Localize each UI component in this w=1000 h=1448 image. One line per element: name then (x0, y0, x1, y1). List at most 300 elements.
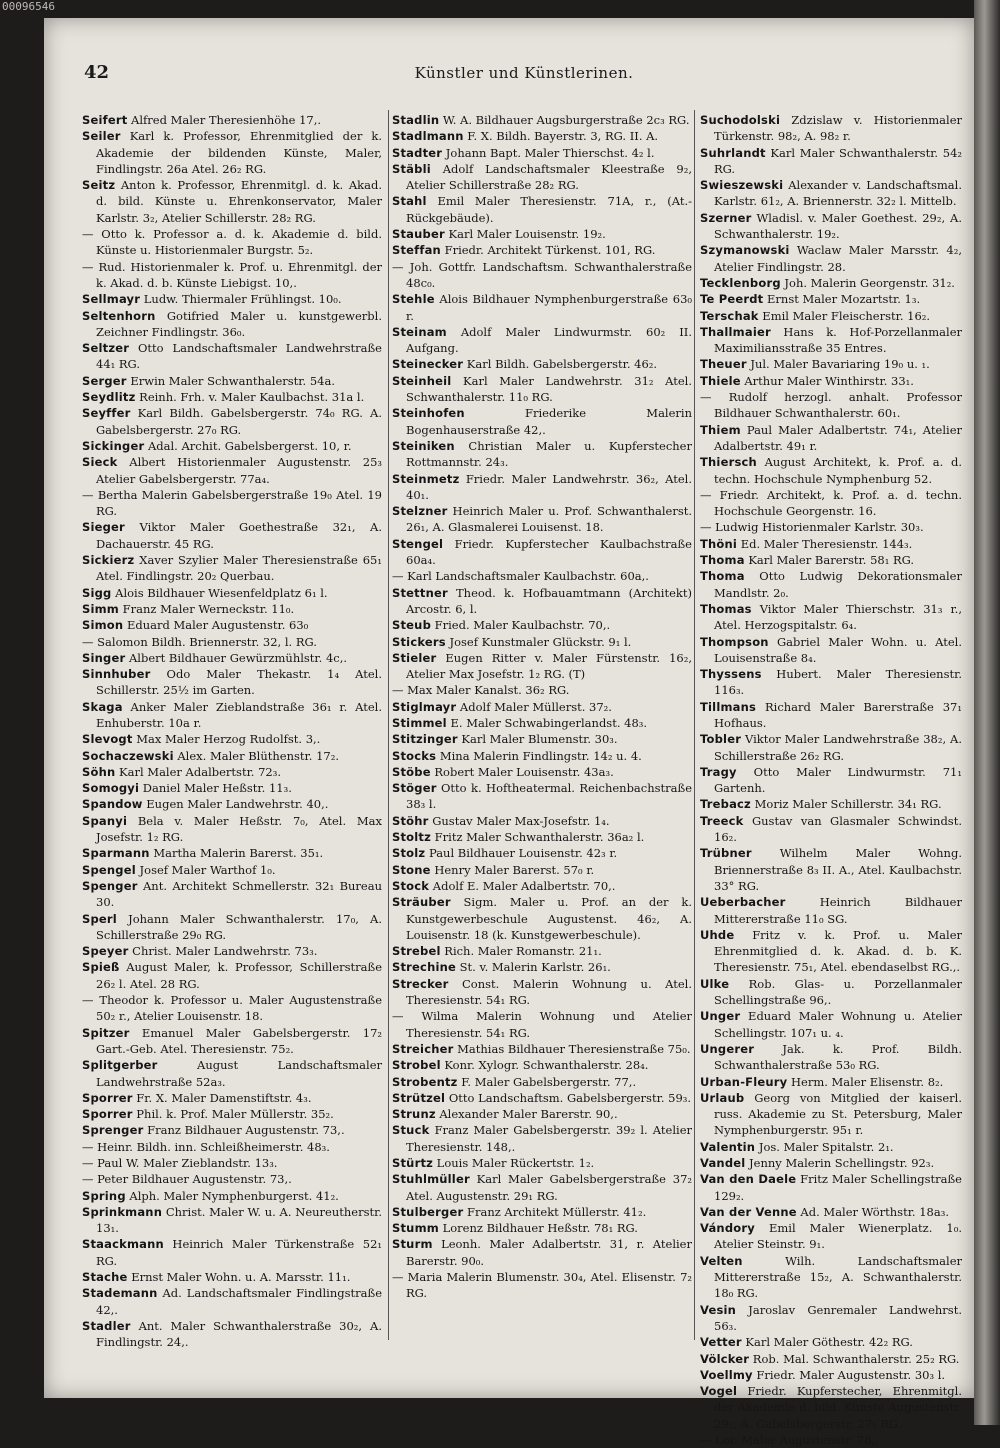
directory-entry (82, 259, 382, 292)
entry-surname: Slevogt (82, 732, 133, 747)
entry-details: — Rudolf herzogl. anhalt. Professor Bildhauer Schwanthalerstr. 60₁. (700, 390, 962, 421)
entry-surname: Stadler (82, 1318, 131, 1333)
entry-details: Jul. Maler Bavariaring 19₀ u. ₁. (746, 357, 930, 372)
directory-entry (82, 650, 382, 666)
entry-details: Moriz Maler Schillerstr. 34₁ RG. (750, 797, 942, 812)
scan-id-label: 00096546 (2, 0, 55, 13)
entry-details: Christian Maler u. Kupferstecher Rottmannstr. 24₃. (406, 438, 692, 470)
entry-details: Alois Bildhauer Nymphenburgerstraße 63₀ r. (406, 292, 692, 323)
page-number: 42 (84, 62, 110, 83)
entry-details: Xaver Szylier Maler Theresienstraße 65₁ Atel. Findlingstr. 20₂ Querbau. (96, 553, 382, 584)
entry-details: Max Maler Herzog Rudolfst. 3,. (132, 732, 321, 747)
entry-details: Karl Maler Blumenstr. 30₃. (457, 732, 618, 747)
entry-details: F. X. Bildh. Bayerstr. 3, RG. II. A. (463, 129, 659, 144)
entry-surname: Swieszewski (700, 178, 784, 193)
directory-entry (700, 1074, 962, 1090)
entry-surname: Streicher (392, 1041, 454, 1056)
entry-surname: Trebacz (700, 797, 751, 812)
entry-details: Eduard Maler Wohnung u. Atelier Schellingstr. 107₁ u. ₄. (714, 1009, 962, 1040)
entry-surname: Unger (700, 1009, 741, 1024)
entry-surname: Seifert (82, 113, 128, 127)
entry-details: Sigm. Maler u. Prof. an der k. Kunstgewerbeschule Augustenst. 46₂, A. Louisenstr. 18 (k. Kunstgewerbeschule). (406, 895, 692, 942)
entry-details: Const. Malerin Wohnung u. Atel. Theresienstr. 54₁ RG. (406, 976, 692, 1008)
entry-details: Franz Bildhauer Augustenstr. 73,. (143, 1123, 345, 1138)
directory-entry (82, 1269, 382, 1285)
entry-details: Mathias Bildhauer Theresienstraße 75₀. (453, 1041, 691, 1056)
entry-details: Rich. Maler Romanstr. 21₁. (440, 944, 602, 959)
entry-surname: Stulberger (392, 1204, 464, 1219)
entry-details: Rob. Mal. Schwanthalerstr. 25₂ RG. (749, 1351, 960, 1366)
entry-details: Ernst Maler Mozartstr. 1₃. (763, 292, 921, 307)
column-divider (388, 110, 389, 1340)
entry-details: Alph. Maler Nymphenburgerst. 41₂. (125, 1188, 339, 1203)
directory-entry (82, 340, 382, 373)
directory-entry (392, 1220, 692, 1236)
directory-entry (700, 1155, 962, 1171)
directory-column-2 (392, 112, 692, 1302)
entry-surname: Sellmayr (82, 292, 141, 307)
entry-surname: Vesin (700, 1302, 737, 1317)
entry-surname: Sporrer (82, 1090, 133, 1105)
entry-details: — Peter Bildhauer Augustenstr. 73,. (82, 1172, 292, 1187)
directory-entry (700, 487, 962, 520)
entry-details: Heinrich Maler u. Prof. Schwanthalerst. 26₁, A. Glasmalerei Louisenst. 18. (406, 504, 692, 535)
directory-entry (392, 943, 692, 959)
directory-entry (82, 1139, 382, 1155)
directory-entry (82, 617, 382, 633)
directory-entry (82, 748, 382, 764)
entry-surname: Uhde (700, 927, 735, 942)
entry-details: Rob. Glas- u. Porzellanmaler Schellingstraße 96,. (714, 976, 962, 1008)
directory-entry (700, 1334, 962, 1350)
entry-details: Friederike Malerin Bogenhauserstraße 42,. (406, 406, 692, 437)
entry-details: Karl Maler Adalbertstr. 72₃. (115, 764, 282, 779)
entry-surname: Thöni (700, 536, 738, 551)
entry-details: Karl Maler Landwehrstr. 31₂ Atel. Schwanthalerstr. 11₀ RG. (406, 373, 692, 405)
entry-surname: Söhn (82, 764, 116, 779)
entry-surname: Spring (82, 1188, 126, 1203)
entry-details: Bela v. Maler Heßstr. 7₀, Atel. Max Josefstr. 1₂ RG. (96, 813, 382, 845)
entry-details: W. A. Bildhauer Augsburgerstraße 2c₃ RG. (439, 113, 690, 127)
entry-details: Martha Malerin Barerst. 35₁. (149, 846, 324, 861)
directory-entry (82, 291, 382, 307)
entry-details: Josef Kunstmaler Glückstr. 9₁ l. (445, 634, 632, 649)
entry-surname: Te Peerdt (700, 292, 764, 307)
entry-surname: Stöger (392, 781, 437, 796)
directory-entry (82, 308, 382, 341)
entry-surname: Skaga (82, 699, 123, 714)
directory-entry (700, 552, 962, 568)
entry-details: Emil Maler Theresienstr. 71A, r., (At.-Rückgebäude). (406, 194, 692, 225)
directory-entry (82, 405, 382, 438)
directory-entry (82, 487, 382, 520)
entry-details: Franz Maler Werneckstr. 11₀. (119, 601, 295, 616)
entry-details: Adolf Maler Müllerst. 37₂. (456, 699, 612, 714)
directory-entry (82, 845, 382, 861)
directory-entry (700, 422, 962, 455)
directory-entry (700, 1253, 962, 1302)
entry-details: — Karl Landschaftsmaler Kaulbachstr. 60a,. (392, 569, 649, 584)
entry-details: Georg von Mitglied der kaiserl. russ. Akademie zu St. Petersburg, Maler Nymphenburgerstr. 95₁ r. (714, 1090, 962, 1138)
directory-entry (82, 1171, 382, 1187)
entry-surname: Szymanowski (700, 243, 790, 258)
entry-surname: Suchodolski (700, 113, 781, 127)
directory-entry (700, 112, 962, 145)
directory-entry (700, 976, 962, 1009)
directory-entry (700, 324, 962, 357)
entry-details: — Paul W. Maler Zieblandstr. 13₃. (82, 1156, 278, 1170)
entry-details: August Maler, k. Professor, Schillerstraße 26₂ l. Atel. 28 RG. (96, 960, 382, 991)
directory-entry (700, 536, 962, 552)
entry-surname: Stocks (392, 748, 437, 763)
entry-details: Adolf E. Maler Adalbertstr. 70,. (429, 878, 616, 893)
directory-entry (700, 845, 962, 894)
directory-entry (700, 519, 962, 535)
directory-entry (392, 894, 692, 943)
directory-entry (82, 1106, 382, 1122)
entry-surname: Stache (82, 1270, 128, 1285)
entry-details: Alexander v. Landschaftsmal. Karlstr. 61₂, A. Briennerstr. 32₂ l. Mittelb. (714, 178, 962, 209)
entry-surname: Seitz (82, 178, 116, 193)
directory-entry (392, 112, 692, 128)
directory-entry (82, 128, 382, 177)
entry-details: — Salomon Bildh. Briennerstr. 32, l. RG. (82, 634, 317, 649)
entry-surname: Seltenhorn (82, 308, 156, 323)
entry-surname: Stitzinger (392, 732, 458, 747)
directory-entry (392, 1041, 692, 1057)
entry-surname: Strützel (392, 1090, 446, 1105)
entry-surname: Spenger (82, 878, 138, 893)
directory-entry (392, 813, 692, 829)
entry-surname: Spengel (82, 862, 136, 877)
directory-entry (392, 617, 692, 633)
entry-details: — Otto k. Professor a. d. k. Akademie d. bild. Künste u. Historienmaler Burgstr. 5₂. (82, 227, 382, 258)
directory-entry (82, 992, 382, 1025)
directory-entry (392, 405, 692, 438)
entry-details: F. Maler Gabelsbergerstr. 77,. (457, 1074, 637, 1089)
entry-surname: Speyer (82, 944, 129, 959)
entry-surname: Stadlin (392, 113, 440, 127)
directory-entry (82, 585, 382, 601)
entry-surname: Seydlitz (82, 390, 136, 405)
entry-details: Viktor Maler Thierschstr. 31₃ r., Atel. Herzogspitalstr. 6₄. (714, 601, 962, 633)
directory-entry (82, 373, 382, 389)
directory-entry (82, 699, 382, 732)
directory-column-3 (700, 112, 962, 1448)
entry-surname: Stone (392, 862, 431, 877)
directory-entry (392, 193, 692, 226)
entry-surname: Splitgerber (82, 1058, 158, 1073)
entry-details: Phil. k. Prof. Maler Müllerstr. 35₂. (132, 1107, 334, 1122)
entry-surname: Spanyi (82, 813, 128, 828)
directory-entry (392, 715, 692, 731)
directory-entry (700, 275, 962, 291)
entry-surname: Stettner (392, 585, 448, 600)
entry-surname: Stieler (392, 650, 437, 665)
directory-entry (392, 1269, 692, 1302)
directory-entry (82, 634, 382, 650)
entry-surname: Spitzer (82, 1025, 130, 1040)
entry-surname: Sickinger (82, 438, 145, 453)
entry-surname: Singer (82, 650, 126, 665)
entry-surname: Spandow (82, 797, 143, 812)
entry-surname: Somogyi (82, 781, 140, 796)
directory-entry (82, 552, 382, 585)
entry-details: Otto Maler Lindwurmstr. 71₁ Gartenh. (714, 764, 962, 796)
directory-entry (700, 242, 962, 275)
directory-entry (700, 568, 962, 601)
entry-details: Heinrich Maler Türkenstraße 52₁ RG. (96, 1237, 382, 1268)
entry-surname: Stickers (392, 634, 446, 649)
directory-entry (700, 291, 962, 307)
entry-surname: Valentin (700, 1139, 756, 1154)
entry-details: Karl Maler Schwanthalerstr. 54₂ RG. (714, 145, 962, 176)
entry-surname: Stöbe (392, 764, 431, 779)
entry-surname: Thiele (700, 373, 741, 388)
entry-surname: Van der Venne (700, 1204, 797, 1219)
directory-entry (700, 177, 962, 210)
entry-details: Friedr. Kupferstecher Kaulbachstraße 60a₄. (406, 536, 692, 568)
entry-details: Konr. Xylogr. Schwanthalerstr. 28₄. (440, 1058, 649, 1073)
directory-entry (392, 1236, 692, 1269)
entry-details: Louis Maler Rückertstr. 1₂. (433, 1156, 595, 1170)
entry-surname: Stelzner (392, 504, 448, 519)
entry-surname: Simon (82, 618, 124, 633)
entry-surname: Suhrlandt (700, 145, 766, 160)
entry-surname: Stäbli (392, 161, 431, 176)
entry-details: Ad. Maler Wörthstr. 18a₃. (796, 1204, 949, 1219)
entry-details: Paul Maler Adalbertstr. 74₁, Atelier Adalbertstr. 49₁ r. (714, 422, 962, 453)
entry-details: Jak. k. Prof. Bildh. Schwanthalerstraße 53₀ RG. (714, 1041, 962, 1073)
entry-surname: Urlaub (700, 1090, 745, 1105)
entry-details: E. Maler Schwabingerlandst. 48₃. (446, 715, 648, 730)
directory-entry (700, 666, 962, 699)
entry-details: Otto Landschaftsmaler Landwehrstraße 44₁ RG. (96, 341, 382, 372)
entry-surname: Strobentz (392, 1074, 458, 1089)
entry-details: Ant. Architekt Schmellerstr. 32₁ Bureau 30. (96, 878, 382, 910)
directory-entry (700, 927, 962, 976)
entry-details: Anton k. Professor, Ehrenmitgl. d. k. Akad. d. bild. Künste u. Ehrenkonservator, Maler Karlstr. 3₂, Atelier Schillerstr. 28₂ RG. (96, 178, 382, 225)
entry-surname: Simm (82, 601, 119, 616)
entry-surname: Treeck (700, 813, 744, 828)
directory-entry (392, 471, 692, 504)
directory-entry (700, 1367, 962, 1383)
entry-surname: Völcker (700, 1351, 750, 1366)
entry-surname: Steinam (392, 324, 447, 339)
entry-surname: Strebel (392, 944, 441, 959)
entry-surname: Thyssens (700, 667, 762, 682)
entry-details: — Ludwig Historienmaler Karlstr. 30₃. (700, 520, 924, 535)
entry-surname: Voellmy (700, 1367, 753, 1382)
entry-surname: Stuck (392, 1123, 430, 1138)
directory-entry (700, 1351, 962, 1367)
entry-details: Christ. Maler W. u. A. Neureutherstr. 13₁. (96, 1204, 382, 1236)
entry-surname: Sochaczewski (82, 748, 174, 763)
entry-details: Heinrich Bildhauer Mittererstraße 11₀ SG. (714, 895, 962, 926)
entry-details: Jos. Maler Spitalstr. 2₁. (755, 1139, 894, 1154)
directory-entry (82, 177, 382, 226)
entry-details: Eugen Ritter v. Maler Fürstenstr. 16₂, Atelier Max Josefstr. 1₂ RG. (T) (406, 650, 692, 682)
entry-surname: Stock (392, 878, 430, 893)
entry-surname: Urban-Fleury (700, 1074, 788, 1089)
entry-surname: Vogel (700, 1384, 738, 1399)
entry-surname: Stadter (392, 145, 443, 160)
entry-details: Gustav Maler Max-Josefstr. 1₄. (428, 813, 610, 828)
directory-entry (700, 764, 962, 797)
entry-surname: Steub (392, 618, 431, 633)
directory-entry (82, 813, 382, 846)
entry-surname: Sprinkmann (82, 1204, 163, 1219)
entry-details: Friedr. Kupferstecher, Ehrenmitgl. der Akademie d. bild. Künste Augustenstr. 29₂, A. Gabelsbergerstr. 27₂ RG. (714, 1384, 962, 1431)
entry-details: Leonh. Maler Adalbertstr. 31, r. Atelier Barerstr. 90₀. (406, 1237, 692, 1268)
entry-details: Karl Maler Barerstr. 58₁ RG. (744, 553, 915, 568)
entry-surname: Sparmann (82, 846, 150, 861)
entry-surname: Ungerer (700, 1041, 755, 1056)
entry-details: Karl Maler Göthestr. 42₂ RG. (741, 1335, 913, 1350)
entry-details: Robert Maler Louisenstr. 43a₃. (430, 764, 614, 779)
entry-details: Reinh. Frh. v. Maler Kaulbachst. 31a l. (135, 390, 365, 405)
directory-entry (700, 1090, 962, 1139)
entry-surname: Sieger (82, 520, 125, 535)
entry-details: Richard Maler Barerstraße 37₁ Hofhaus. (714, 699, 962, 730)
entry-surname: Thompson (700, 634, 769, 649)
entry-details: Wilh. Landschaftsmaler Mittererstraße 15₂, A. Schwanthalerstr. 18₀ RG. (714, 1253, 962, 1301)
entry-details: Friedr. Maler Landwehrstr. 36₂, Atel. 40₁. (406, 471, 692, 502)
book-spine-edge (974, 0, 1000, 1425)
entry-surname: Stiglmayr (392, 699, 457, 714)
directory-entry (392, 1122, 692, 1155)
directory-entry (82, 796, 382, 812)
entry-surname: Strechine (392, 960, 456, 975)
entry-surname: Seiler (82, 129, 121, 144)
entry-details: Karl Bildh. Gabelsbergerstr. 74₀ RG. A. Gabelsbergerstr. 27₀ RG. (96, 406, 382, 437)
entry-surname: Vándory (700, 1221, 755, 1236)
directory-entry (700, 1041, 962, 1074)
directory-entry (392, 1090, 692, 1106)
entry-details: — Rud. Historienmaler k. Prof. u. Ehrenmitgl. der k. Akad. d. b. Künste Liebigst. 10,. (82, 259, 382, 290)
entry-details: Waclaw Maler Marsstr. 4₂, Atelier Findlingstr. 28. (714, 243, 962, 274)
entry-surname: Thiem (700, 422, 741, 437)
directory-entry (700, 1008, 962, 1041)
directory-entry (392, 1074, 692, 1090)
entry-surname: Sträuber (392, 895, 451, 910)
entry-details: Gabriel Maler Wohn. u. Atel. Louisenstraße 8₄. (714, 634, 962, 665)
directory-entry (392, 845, 692, 861)
entry-surname: Trübner (700, 846, 752, 861)
entry-details: Alexander Maler Barerstr. 90,. (435, 1107, 618, 1122)
entry-details: Theod. k. Hofbauamtmann (Architekt) Arcostr. 6, l. (406, 585, 692, 616)
directory-entry (700, 373, 962, 389)
entry-details: Ernst Maler Wohn. u. A. Marsstr. 11₁. (127, 1270, 351, 1285)
directory-entry (392, 731, 692, 747)
entry-details: Friedr. Maler Augustenstr. 30₃ l. (752, 1367, 946, 1382)
entry-details: Odo Maler Thekastr. 1₄ Atel. Schillerstr. 25½ im Garten. (96, 667, 382, 698)
directory-entry (392, 976, 692, 1009)
entry-surname: Tobler (700, 732, 742, 747)
directory-entry (700, 389, 962, 422)
entry-details: — Friedr. Architekt, k. Prof. a. d. techn. Hochschule Georgenstr. 16. (700, 487, 962, 519)
directory-entry (392, 145, 692, 161)
directory-entry (392, 1008, 692, 1041)
directory-entry (392, 324, 692, 357)
directory-entry (700, 1204, 962, 1220)
directory-entry (392, 356, 692, 372)
directory-entry (82, 862, 382, 878)
entry-surname: Seltzer (82, 341, 130, 356)
entry-details: Karl Maler Gabelsbergerstraße 37₂ Atel. Augustenstr. 29₁ RG. (406, 1172, 692, 1203)
entry-details: Otto k. Hoftheatermal. Reichenbachstraße 38₃ l. (406, 781, 692, 812)
entry-details: Johann Bapt. Maler Thierschst. 4₂ l. (442, 145, 655, 160)
directory-entry (82, 666, 382, 699)
directory-entry (700, 1171, 962, 1204)
entry-surname: Sturm (392, 1237, 433, 1252)
directory-entry (392, 536, 692, 569)
directory-entry (82, 1090, 382, 1106)
entry-details: Ludw. Thiermaler Frühlingst. 10₀. (140, 292, 342, 307)
entry-surname: Ueberbacher (700, 895, 786, 910)
directory-entry (392, 568, 692, 584)
entry-surname: Strecker (392, 976, 449, 991)
entry-details: Hubert. Maler Theresienstr. 116₃. (714, 667, 962, 698)
entry-details: Ad. Landschaftsmaler Findlingstraße 42,. (96, 1286, 382, 1317)
entry-details: Viktor Maler Goethestraße 32₁, A. Dachauerstr. 45 RG. (96, 520, 382, 551)
entry-surname: Vandel (700, 1156, 746, 1170)
entry-details: Alex. Maler Blüthenstr. 17₂. (173, 748, 339, 763)
directory-entry (82, 438, 382, 454)
directory-entry (392, 748, 692, 764)
directory-entry (82, 1188, 382, 1204)
entry-details: Gotifried Maler u. kunstgewerbl. Zeichner Findlingstr. 36₀. (96, 308, 382, 339)
directory-entry (700, 356, 962, 372)
entry-details: Viktor Maler Landwehrstraße 38₂, A. Schillerstraße 26₂ RG. (714, 732, 962, 763)
entry-details: Emil Maler Wienerplatz. 1₀. Atelier Steinstr. 9₁. (714, 1221, 962, 1252)
entry-surname: Stürtz (392, 1156, 434, 1170)
entry-surname: Van den Daele (700, 1172, 797, 1187)
entry-details: St. v. Malerin Karlstr. 26₁. (455, 960, 611, 975)
directory-entry (82, 780, 382, 796)
entry-details: — Bertha Malerin Gabelsbergerstraße 19₀ Atel. 19 RG. (82, 487, 382, 519)
entry-details: Otto Landschaftsm. Gabelsbergerstr. 59₃. (445, 1090, 692, 1105)
entry-surname: Strobel (392, 1058, 441, 1073)
directory-entry (392, 373, 692, 406)
directory-entry (82, 943, 382, 959)
directory-entry (700, 1432, 962, 1448)
entry-details: Friedr. Architekt Türkenst. 101, RG. (440, 243, 656, 258)
directory-entry (82, 959, 382, 992)
entry-details: Erwin Maler Schwanthalerstr. 54a. (126, 373, 335, 388)
entry-surname: Thallmaier (700, 324, 771, 339)
entry-details: — Heinr. Bildh. inn. Schleißheimerstr. 48₃. (82, 1139, 330, 1154)
entry-details: Christ. Maler Landwehrstr. 73₃. (128, 944, 318, 959)
entry-details: Ed. Maler Theresienstr. 144₃. (737, 536, 913, 551)
entry-details: Adolf Landschaftsmaler Kleestraße 9₂, Atelier Schillerstraße 28₂ RG. (406, 161, 692, 193)
directory-entry (392, 862, 692, 878)
entry-surname: Sprenger (82, 1123, 144, 1138)
directory-entry (700, 894, 962, 927)
entry-details: Anker Maler Zieblandstraße 36₁ r. Atel. Enhuberstr. 10a r. (96, 699, 382, 730)
entry-details: Eduard Maler Augustenstr. 63₀ (123, 618, 309, 633)
directory-entry (700, 210, 962, 243)
entry-surname: Stehle (392, 292, 435, 307)
page-title: Künstler und Künstlerinen. (414, 64, 634, 82)
directory-entry (392, 634, 692, 650)
entry-surname: Terschak (700, 308, 759, 323)
directory-column-1 (82, 112, 382, 1351)
entry-surname: Seyffer (82, 406, 131, 421)
entry-surname: Steinhofen (392, 406, 465, 421)
directory-entry (82, 389, 382, 405)
directory-entry (82, 1285, 382, 1318)
